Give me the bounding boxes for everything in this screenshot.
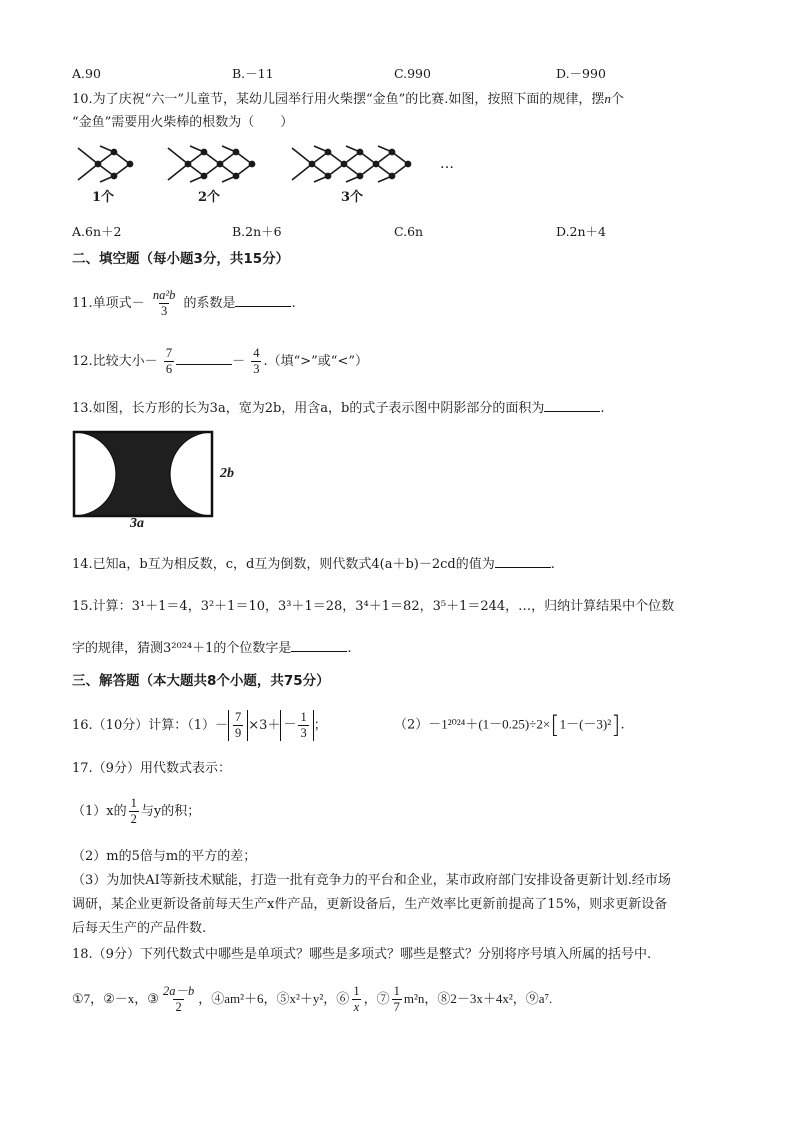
- q12-f2-num: 4: [253, 346, 260, 360]
- q12-f1-den: 6: [165, 362, 173, 376]
- q12-fraction-1: [164, 346, 174, 377]
- q17-part3-line3: 后每天生产的产品件数.: [72, 921, 207, 936]
- q16-p1-num2: 1: [300, 710, 307, 724]
- fish-3: [292, 146, 411, 182]
- q12-f2-den: 3: [253, 362, 260, 376]
- q13-answer-blank[interactable]: [544, 398, 600, 412]
- q14-end: .: [550, 557, 555, 572]
- q16-p2-lbracket: [: [550, 711, 560, 739]
- q17-part1: [72, 796, 200, 827]
- q16-p1-num: 7: [235, 710, 242, 724]
- q10-matchstick-figure: [70, 140, 470, 210]
- q18-item-7-fraction: [392, 984, 402, 1015]
- q16-p2-rbracket: ]: [611, 711, 621, 739]
- fish-1: [78, 146, 133, 182]
- q10-fig-label-1: 1个: [92, 190, 115, 205]
- q12-text-tail: .（填“>”或“<”）: [263, 354, 368, 369]
- q14-answer-blank[interactable]: [495, 554, 551, 568]
- q11-end: .: [291, 296, 296, 311]
- section-3-title: 三、解答题（本大题共8个小题，共75分）: [72, 673, 330, 689]
- q17-part3-line1: （3）为加快AI等新技术赋能，打造一批有竞争力的平台和企业，某市政府部门安排设备更新计划.经市场: [72, 873, 671, 888]
- q16-p1-den: 9: [235, 726, 242, 740]
- q10-option-b: B.2n＋6: [232, 224, 282, 239]
- q9-option-c: C.990: [394, 66, 431, 81]
- q17-p1-text: （1）x的: [72, 804, 127, 819]
- q10-stem-text: 10.为了庆祝“六一”儿童节，某幼儿园举行用火柴摆“金鱼”的比赛.如图，按照下面的规律，摆: [72, 92, 605, 107]
- q17-p1-num: 1: [130, 796, 137, 810]
- q17-p1-fraction: [129, 796, 139, 827]
- q16-p1-frac2: [298, 710, 308, 741]
- q18-item-3-fraction: [161, 984, 196, 1015]
- q16-p1-frac1: [233, 710, 243, 741]
- q10-stem-line2: “金鱼”需要用火柴棒的根数为（ ）: [72, 115, 294, 130]
- q18-item-7: ，⑦: [363, 991, 390, 1006]
- q16-p2-bracket: 1－(－3)²: [559, 716, 612, 732]
- q10-var-n: n: [604, 91, 611, 106]
- q12-fraction-2: [251, 346, 261, 377]
- q11-frac-den: 3: [160, 304, 168, 318]
- q16-p1-minus: －: [215, 718, 229, 733]
- q18-item-4-6: ，④am²＋6，⑤x²＋y²，⑥: [198, 991, 350, 1006]
- q15-answer-blank[interactable]: [291, 638, 347, 652]
- q18-i3-num: 2a－b: [162, 984, 195, 998]
- q13-text: 13.如图，长方形的长为3a，宽为2b，用含a，b的式子表示图中阴影部分的面积为: [72, 401, 545, 416]
- q16-p1-end: ；: [313, 718, 327, 733]
- q9-option-a: A.90: [72, 66, 101, 81]
- q11-fraction: [151, 288, 178, 319]
- q13-shaded-rectangle-figure: [72, 430, 217, 520]
- q10-option-c: C.6n: [394, 224, 424, 239]
- q18-i6-den: x: [353, 1000, 360, 1014]
- q16-p1-inner: －: [283, 716, 297, 732]
- q12-f1-num: 7: [165, 346, 173, 360]
- q17-part3-line2: 调研，某企业更新设备前每天生产x件产品，更新设备后，生产效率比更新前提高了15%，则求更新设备: [72, 897, 668, 912]
- q10-stem-line1: [72, 90, 624, 109]
- q16-p1-abs2: [280, 710, 313, 741]
- q11-answer-blank[interactable]: [235, 293, 291, 307]
- q18-item-1-2: ①7，②－x，③: [72, 991, 159, 1006]
- q17-p1-tail: 与y的积；: [140, 804, 201, 819]
- q9-option-d: D.－990: [556, 66, 606, 81]
- q18-item-7-9: m²n，⑧2－3x＋4x²，⑨a⁷.: [403, 991, 553, 1006]
- q12-line: [72, 346, 368, 377]
- q12-text: 12.比较大小－: [72, 354, 158, 369]
- q11-text-tail: 的系数是: [183, 296, 236, 311]
- q15-end: .: [347, 641, 352, 656]
- q13-label-length: 3a: [130, 516, 144, 531]
- q16-p2-label: （2）: [394, 717, 429, 733]
- q13-end: .: [600, 401, 605, 416]
- q11-line: [72, 288, 296, 319]
- q18-i7-den: 7: [393, 1000, 400, 1014]
- q14-line: [72, 554, 555, 574]
- q16-line: [72, 710, 327, 741]
- q14-text: 14.已知a，b互为相反数，c，d互为倒数，则代数式4(a＋b)－2cd的值为: [72, 557, 495, 572]
- q17-title: 17.（9分）用代数式表示：: [72, 761, 231, 776]
- q18-i6-num: 1: [353, 984, 360, 998]
- q18-item-6-fraction: [351, 984, 361, 1015]
- q16-label: 16.（10分）计算：（1）: [72, 718, 215, 733]
- q17-part2: （2）m的5倍与m的平方的差；: [72, 849, 257, 864]
- q16-p2-expr: －1²⁰²⁴＋(1－0.25)÷2×: [428, 716, 551, 732]
- q18-i3-den: 2: [175, 1000, 182, 1014]
- q10-option-a: A.6n＋2: [72, 224, 122, 239]
- q11-frac-num: na²b: [152, 288, 176, 302]
- q16-p2-end: .: [620, 717, 625, 733]
- q10-stem-tail: 个: [610, 92, 624, 107]
- q11-text: 11.单项式－: [72, 296, 145, 311]
- q16-part2: [394, 711, 625, 739]
- q15-line2: [72, 638, 352, 658]
- q13-label-width: 2b: [220, 466, 234, 481]
- q15-text: 字的规律，猜测3²⁰²⁴＋1的个位数字是: [72, 641, 292, 656]
- q12-answer-blank[interactable]: [176, 351, 232, 365]
- q16-p1-den2: 3: [300, 726, 307, 740]
- q18-items: [72, 984, 552, 1015]
- q16-p1-mid: ×3＋: [248, 718, 281, 733]
- q18-i7-num: 1: [393, 984, 400, 998]
- q10-fig-label-3: 3个: [341, 190, 364, 205]
- q12-minus: －: [232, 354, 246, 369]
- q10-fig-ellipsis: …: [440, 156, 454, 172]
- q9-option-b: B.－11: [232, 66, 274, 81]
- q16-p1-abs1: [228, 710, 248, 741]
- q17-p1-den: 2: [130, 812, 137, 826]
- fish-2: [168, 146, 255, 182]
- section-2-title: 二、填空题（每小题3分，共15分）: [72, 251, 290, 267]
- q18-title: 18.（9分）下列代数式中哪些是单项式？哪些是多项式？哪些是整式？分别将序号填入所属的括号中.: [72, 947, 652, 962]
- q13-line: [72, 398, 605, 418]
- q10-option-d: D.2n＋4: [556, 224, 607, 239]
- q10-fig-label-2: 2个: [198, 190, 221, 205]
- q15-line1: 15.计算：3¹＋1＝4，3²＋1＝10，3³＋1＝28，3⁴＋1＝82，3⁵＋1＝244，…，归纳计算结果中个位数: [72, 599, 675, 614]
